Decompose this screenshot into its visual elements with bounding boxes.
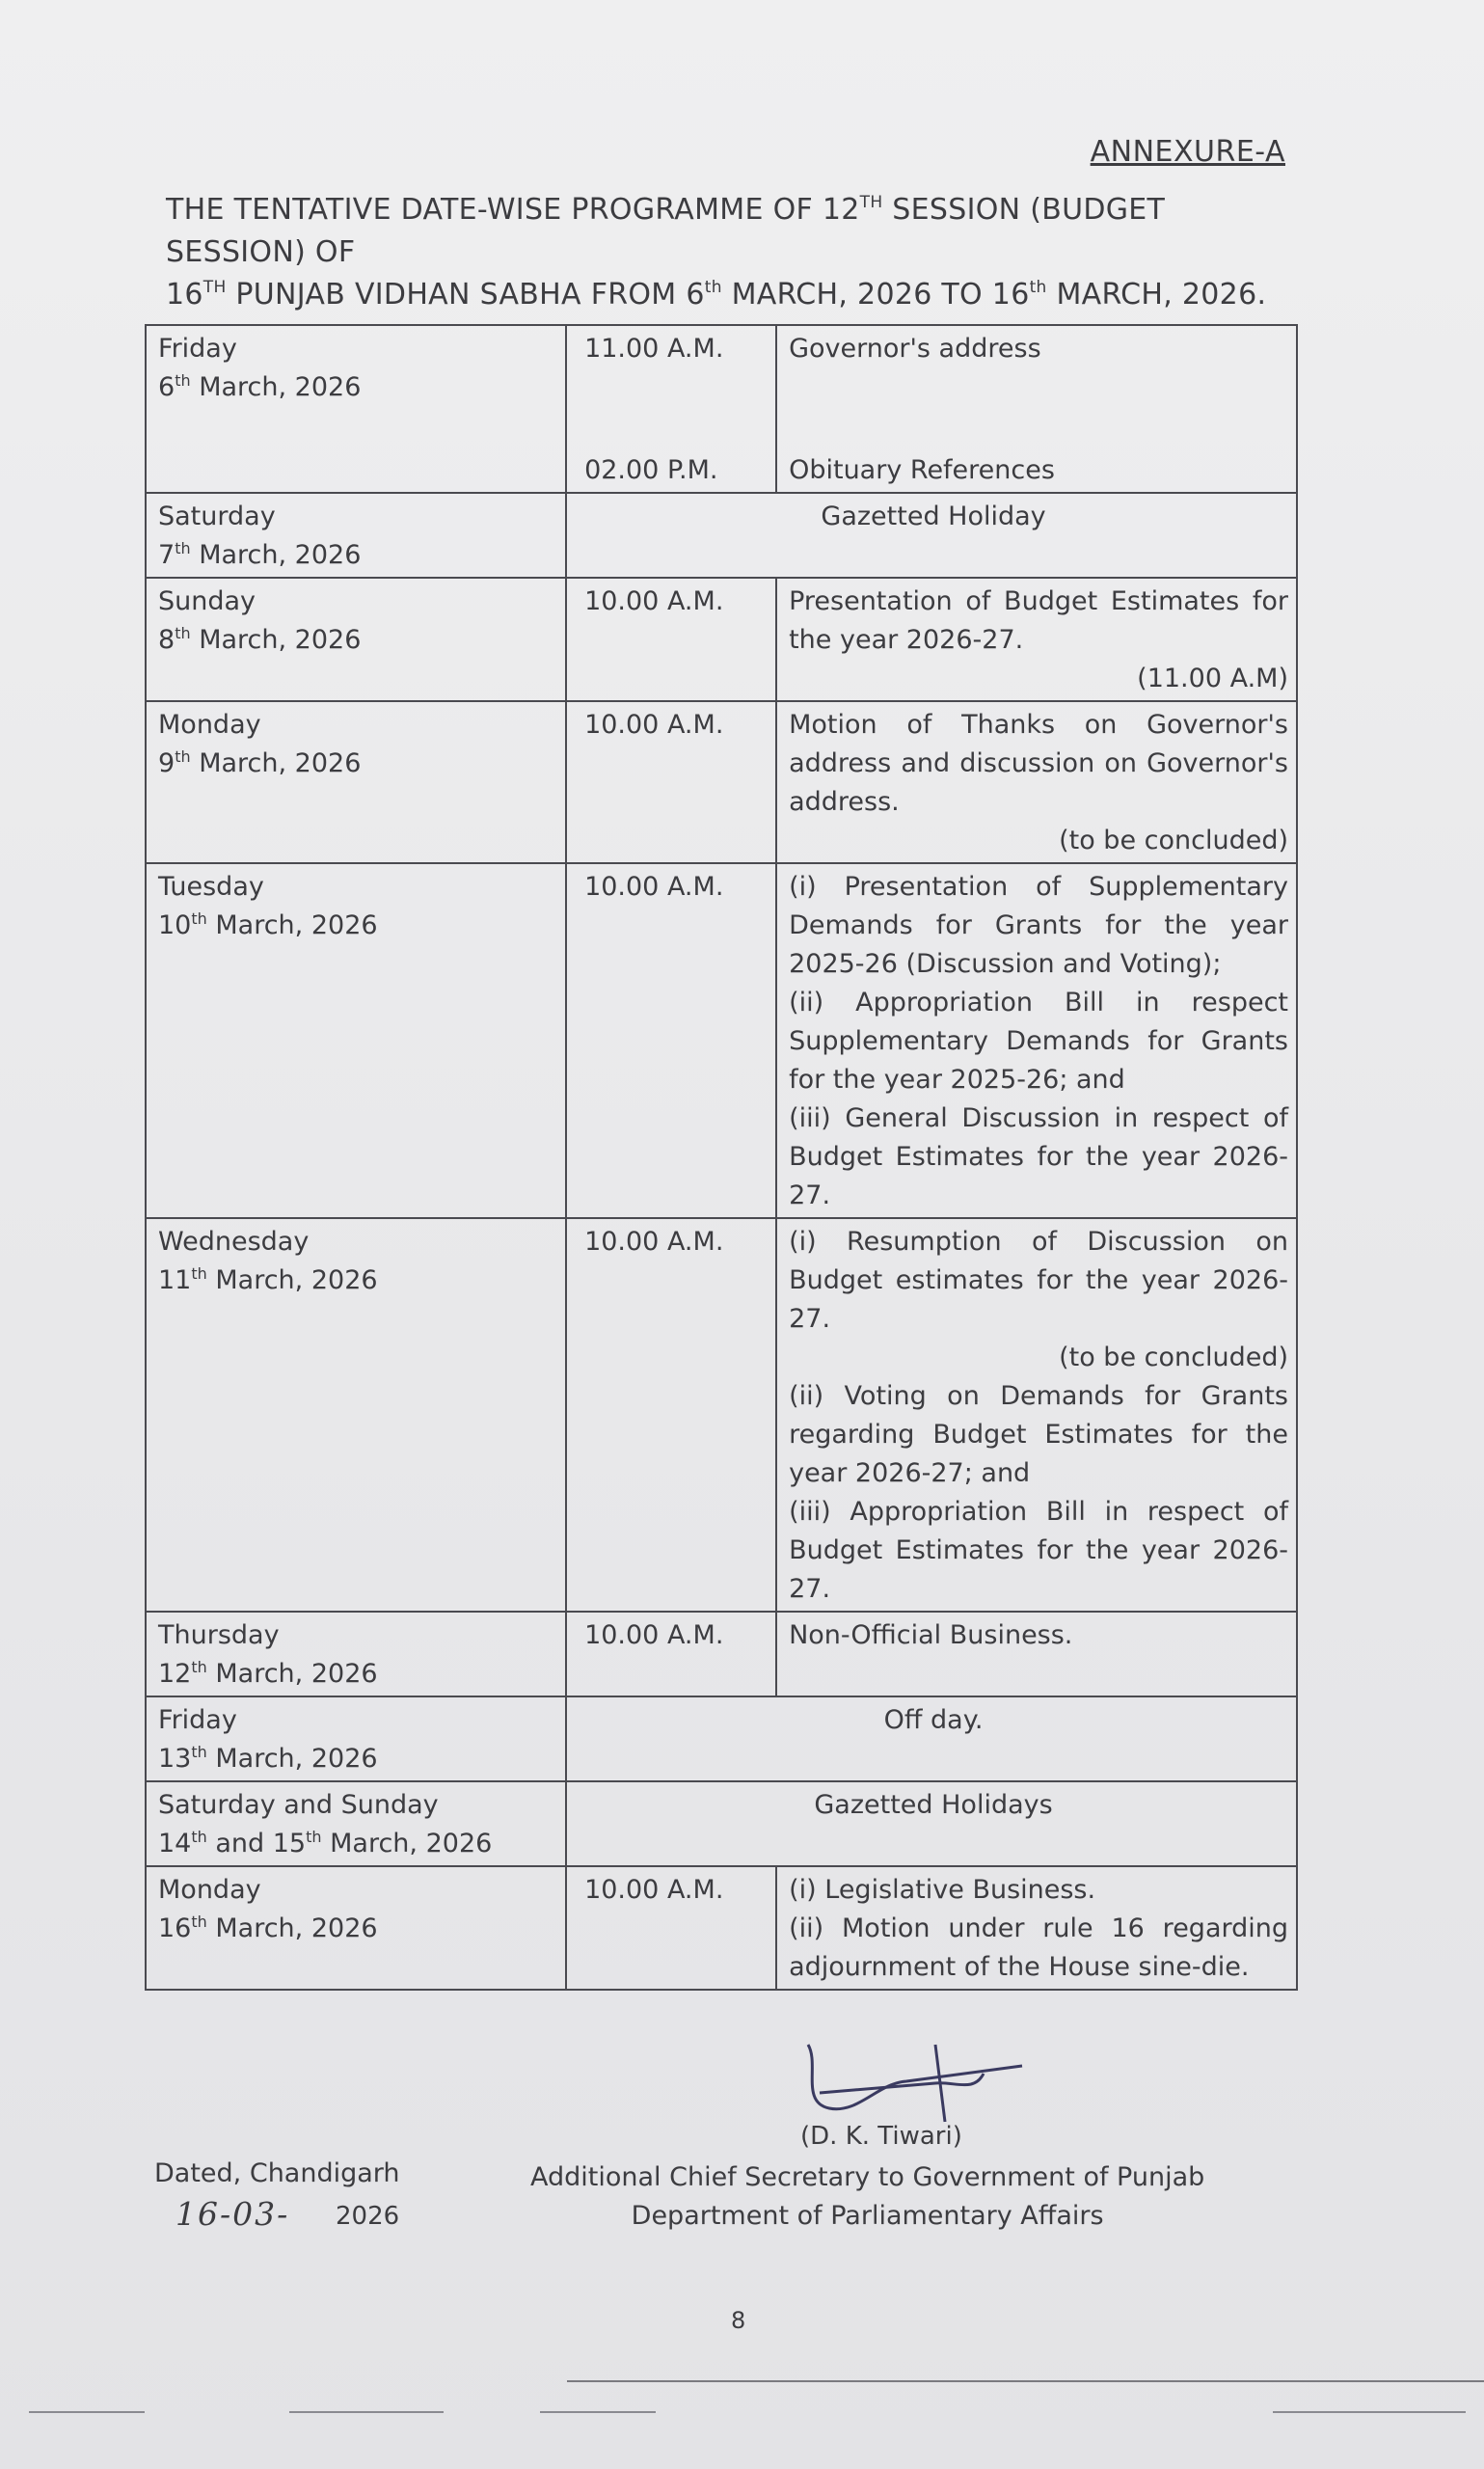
business-cell: Motion of Thanks on Governor's address and discussion on Governor's address. (to be concluded) (776, 701, 1297, 863)
programme-table (145, 324, 1298, 1991)
time-cell: 10.00 A.M. (566, 1218, 776, 1612)
business-cell: (i) Resumption of Discussion on Budget estimates for the year 2026-27. (to be concluded) (ii) Voting on Demands for Grants regarding Budget Estimates for the year 2026-27; and (iii) Appropriation Bill in respect of Budget Estimates for the year 2026-27. (776, 1218, 1297, 1612)
table-row (146, 863, 1297, 1218)
day-cell: Thursday 12th March, 2026 (146, 1612, 566, 1696)
day-cell: Saturday and Sunday 14th and 15th March, 2026 (146, 1781, 566, 1866)
business-cell: (i) Presentation of Supplementary Demands for Grants for the year 2025-26 (Discussion and Voting); (ii) Appropriation Bill in respect Supplementary Demands for Grants for the year 2025-26; and (iii) General Discussion in respect of Budget Estimates for the year 2026-27. (776, 863, 1297, 1218)
footer-dash (289, 2411, 444, 2413)
business-cell: Governor's address Obituary References (776, 325, 1297, 493)
day-cell: Saturday 7th March, 2026 (146, 493, 566, 578)
table-row (146, 1866, 1297, 1990)
signatory-name: (D. K. Tiwari) (800, 2122, 962, 2151)
footer-dash (29, 2411, 145, 2413)
business-cell: (i) Legislative Business. (ii) Motion under rule 16 regarding adjournment of the House sine-die. (776, 1866, 1297, 1990)
footer-rule (567, 2380, 1484, 2382)
page-number: 8 (731, 2307, 746, 2334)
time-cell: 10.00 A.M. (566, 1866, 776, 1990)
holiday-cell: Gazetted Holidays (566, 1781, 1297, 1866)
document-heading: THE TENTATIVE DATE-WISE PROGRAMME OF 12TH SESSION (BUDGET SESSION) OF 16TH PUNJAB VIDHAN SABHA FROM 6th MARCH, 2026 TO 16th MARCH, 2026. (166, 193, 1267, 312)
handwritten-date: 16-03- (175, 2195, 290, 2233)
time-cell: 10.00 A.M. (566, 1612, 776, 1696)
date-year: 2026 (336, 2202, 400, 2231)
footer-dash (1273, 2411, 1466, 2413)
day-cell: Monday 16th March, 2026 (146, 1866, 566, 1990)
dated-place: Dated, Chandigarh (154, 2158, 400, 2188)
table-row (146, 1218, 1297, 1612)
table-row (146, 325, 1297, 493)
table-row (146, 1781, 1297, 1866)
day-cell: Tuesday 10th March, 2026 (146, 863, 566, 1218)
day-cell: Monday 9th March, 2026 (146, 701, 566, 863)
time-cell: 10.00 A.M. (566, 701, 776, 863)
day-cell: Wednesday 11th March, 2026 (146, 1218, 566, 1612)
time-cell: 10.00 A.M. (566, 578, 776, 701)
table-row (146, 1696, 1297, 1781)
footer-dash (540, 2411, 656, 2413)
table-row (146, 1612, 1297, 1696)
day-cell: Sunday 8th March, 2026 (146, 578, 566, 701)
signature-mark (791, 2025, 1041, 2131)
day-cell: Friday 6th March, 2026 (146, 325, 566, 493)
day-cell: Friday 13th March, 2026 (146, 1696, 566, 1781)
annexure-label: ANNEXURE-A (1090, 135, 1285, 169)
table-row (146, 701, 1297, 863)
signatory-designation: Additional Chief Secretary to Government of Punjab Department of Parliamentary Affairs (530, 2162, 1205, 2231)
table-row (146, 493, 1297, 578)
holiday-cell: Gazetted Holiday (566, 493, 1297, 578)
table-row (146, 578, 1297, 701)
time-cell: 10.00 A.M. (566, 863, 776, 1218)
business-cell: Presentation of Budget Estimates for the year 2026-27. (11.00 A.M) (776, 578, 1297, 701)
business-cell: Non-Official Business. (776, 1612, 1297, 1696)
time-cell: 11.00 A.M. 02.00 P.M. (566, 325, 776, 493)
off-day-cell: Off day. (566, 1696, 1297, 1781)
